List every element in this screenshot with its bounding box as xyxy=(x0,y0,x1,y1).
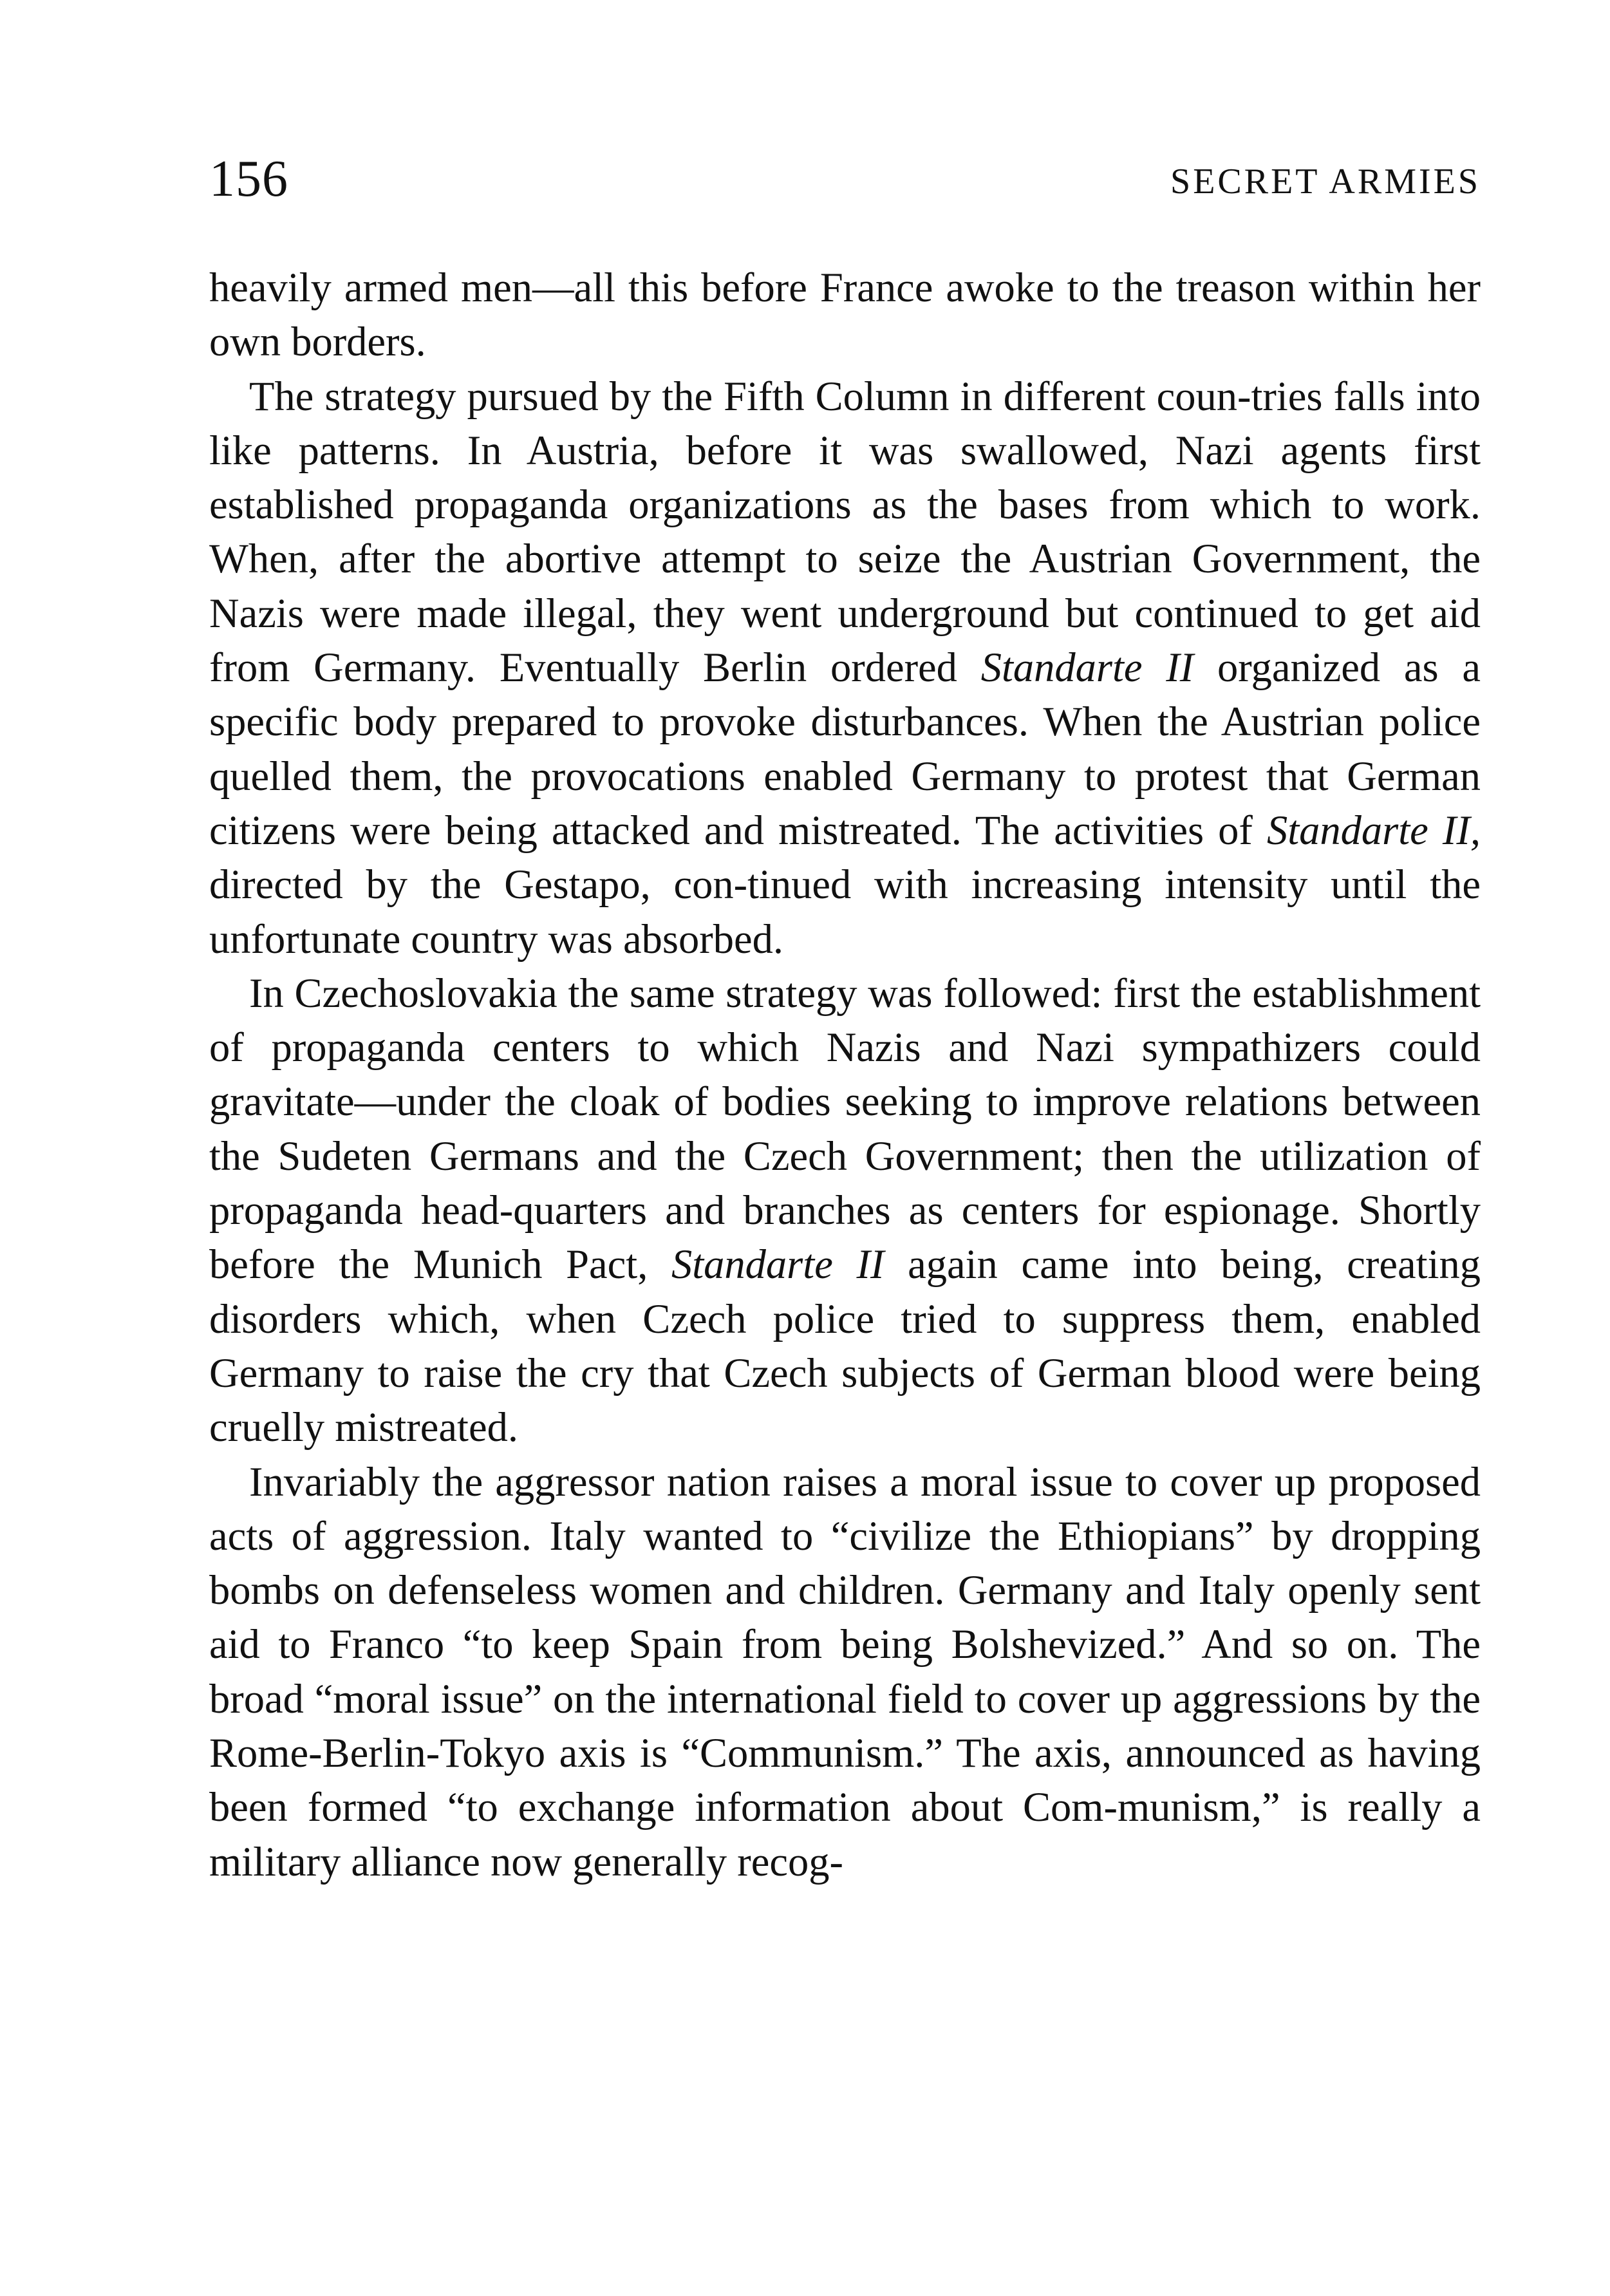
italic-title: Standarte II xyxy=(671,1241,885,1288)
text-run: In Czechoslovakia the same strategy was followed: first the establishment of propaganda centers to which Nazis and Nazi sympathizers could gravitate—under the cloak of bodies seeking to improve relations between the Sudeten Germans and the Czech Government; then the utilization of propaganda head-quarters and branches as centers for espionage. Shortly before the Munich Pact, xyxy=(209,970,1481,1288)
text-run: again came into being, creating disorders which, when Czech police tried to suppress them, enabled Germany to raise the cry that Czech subjects of German blood were being cruelly mistreated. xyxy=(209,1241,1481,1451)
text-run: directed by the Gestapo, con-tinued with increasing intensity until the unfortunate country was absorbed. xyxy=(209,861,1481,962)
paragraph-1 xyxy=(209,261,1481,370)
italic-title: Standarte II xyxy=(980,645,1194,691)
paragraph-2 xyxy=(209,370,1481,966)
italic-title: Standarte II, xyxy=(1266,807,1481,853)
running-title: SECRET ARMIES xyxy=(1170,162,1481,202)
text-run: heavily armed men—all this before France awoke to the treason within her own borders. xyxy=(209,265,1481,365)
body-text xyxy=(209,261,1481,1889)
paragraph-3 xyxy=(209,966,1481,1455)
text-run: The strategy pursued by the Fifth Column in different coun-tries falls into like patterns. In Austria, before it was swallowed, Nazi agents first established propaganda organizations as the bases from which to work. When, after the abortive attempt to seize the Austrian Government, the Nazis were made illegal, they went underground but continued to get aid from Germany. Eventually Berlin ordered xyxy=(209,373,1481,691)
page-header xyxy=(209,147,1481,218)
text-run: organized as a specific body prepared to provoke disturbances. When the Austrian police quelled them, the provocations enabled Germany to protest that German citizens were being attacked and mistreated. The activities of xyxy=(209,645,1481,853)
page-number: 156 xyxy=(209,151,288,207)
paragraph-4 xyxy=(209,1455,1481,1889)
text-run: Invariably the aggressor nation raises a moral issue to cover up proposed acts of aggression. Italy wanted to “civilize the Ethiopians” by dropping bombs on defenseless women and children. Germany and Italy openly sent aid to Franco “to keep Spain from being Bolshevized.” And so on. The broad “moral issue” on the international field to cover up aggressions by the Rome-Berlin-Tokyo axis is “Communism.” The axis, announced as having been formed “to exchange information about Com-munism,” is really a military alliance now generally recog- xyxy=(209,1458,1481,1885)
